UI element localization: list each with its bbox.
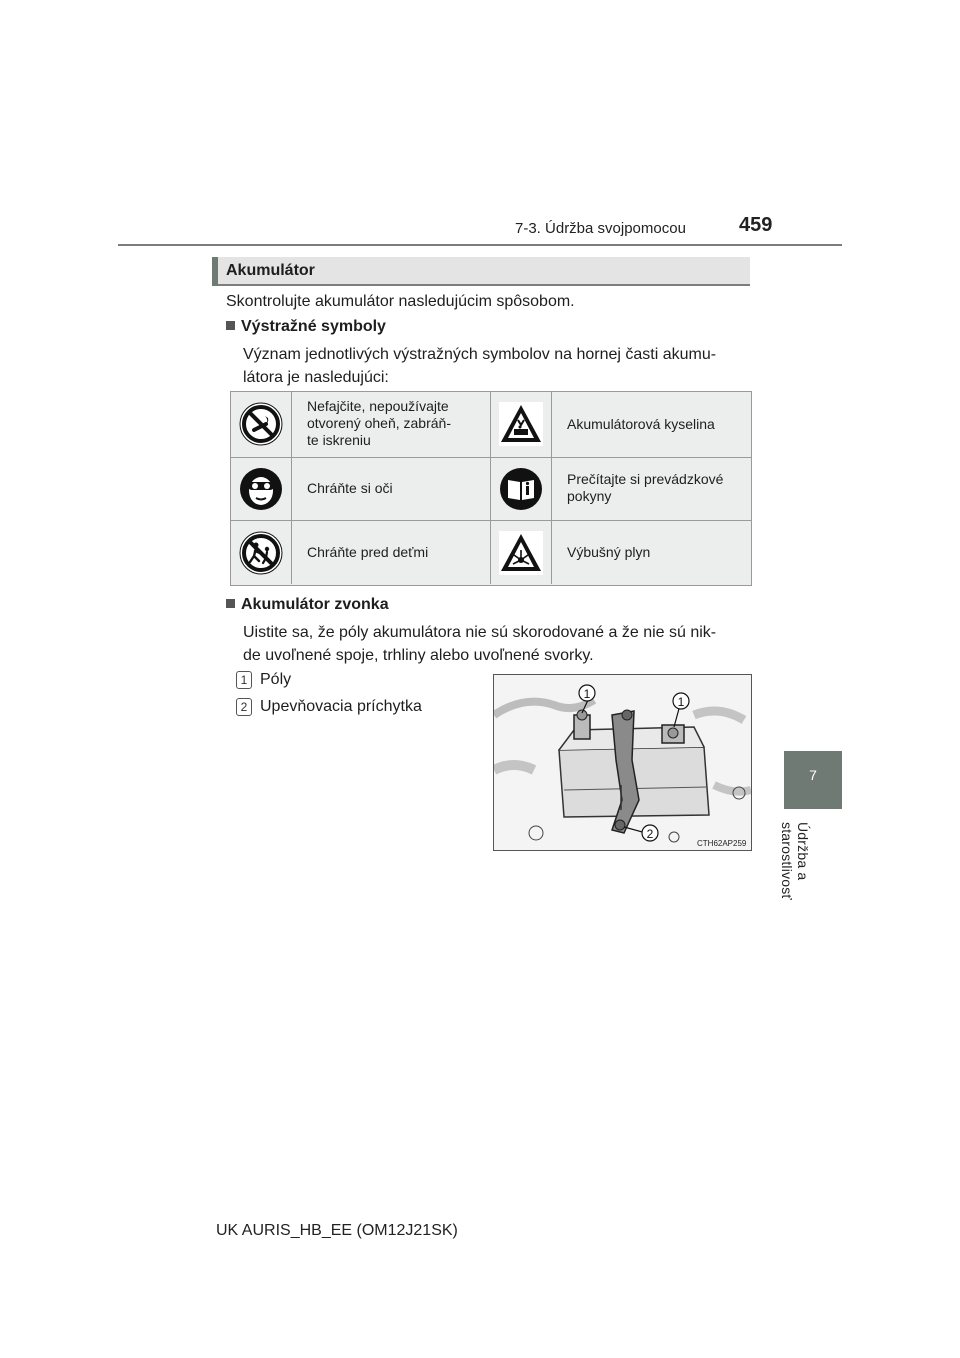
symbol-label-battery-acid: Akumulátorová kyselina [567, 416, 715, 432]
legend-label: Póly [260, 671, 292, 688]
symbol-label-keep-away-children: Chráňte pred deťmi [307, 544, 429, 560]
table-col-divider [490, 391, 491, 584]
warning-symbols-heading-text: Výstražné symboly [241, 318, 386, 335]
illustration-code: CTH62AP259 [697, 839, 747, 848]
section-title-accent [212, 257, 218, 286]
legend-number: 2 [236, 698, 252, 716]
battery-check-heading [226, 596, 389, 614]
chapter-label: Údržba a starostlivosť [779, 822, 811, 900]
page-number: 459 [739, 214, 773, 236]
legend-item-poles [236, 671, 291, 689]
table-col-divider [551, 391, 552, 584]
callout-pole-2: 1 [677, 695, 685, 709]
battery-check-desc-line1: Uistite sa, že póly akumulátora nie sú skorodované a že nie sú nik- [243, 624, 717, 641]
table-col-divider [291, 391, 292, 584]
symbol-label-eye-protection: Chráňte si oči [307, 480, 393, 496]
keep-away-children-icon [239, 531, 283, 575]
battery-acid-warning-icon [499, 402, 543, 446]
battery-check-heading-text: Akumulátor zvonka [241, 596, 389, 613]
explosive-gas-warning-icon [499, 531, 543, 575]
symbol-label-read-manual: Prečítajte si prevádzkové pokyny [567, 471, 724, 504]
section-reference: 7-3. Údržba svojpomocou [515, 220, 686, 237]
bullet-square-icon [226, 599, 235, 608]
header-divider [118, 244, 842, 246]
legend-label: Upevňovacia príchytka [260, 698, 422, 715]
battery-drawing [494, 675, 751, 850]
read-manual-icon [499, 467, 543, 511]
warning-symbols-desc-line1: Význam jednotlivých výstražných symbolov na hornej časti akumu- [243, 346, 717, 363]
footer-model-code: UK AURIS_HB_EE (OM12J21SK) [216, 1222, 458, 1239]
section-title: Akumulátor [226, 262, 315, 279]
section-intro: Skontrolujte akumulátor nasledujúcim spôsobom. [226, 293, 575, 310]
warning-symbols-heading [226, 318, 386, 336]
callout-pole-1: 1 [583, 687, 591, 701]
bullet-square-icon [226, 321, 235, 330]
chapter-number: 7 [809, 767, 817, 783]
battery-illustration [493, 674, 752, 851]
legend-item-clamp [236, 698, 422, 716]
battery-check-desc-line2: de uvoľnené spoje, trhliny alebo uvoľnené svorky. [243, 647, 594, 664]
legend-number: 1 [236, 671, 252, 689]
callout-clamp: 2 [646, 827, 654, 841]
warning-symbols-desc-line2: látora je nasledujúci: [243, 369, 389, 386]
no-smoking-no-flame-icon [239, 402, 283, 446]
symbol-label-no-smoking: Nefajčite, nepoužívajte otvorený oheň, zabráň- te iskreniu [307, 398, 451, 448]
symbol-label-explosive-gas: Výbušný plyn [567, 544, 651, 560]
eye-protection-icon [239, 467, 283, 511]
